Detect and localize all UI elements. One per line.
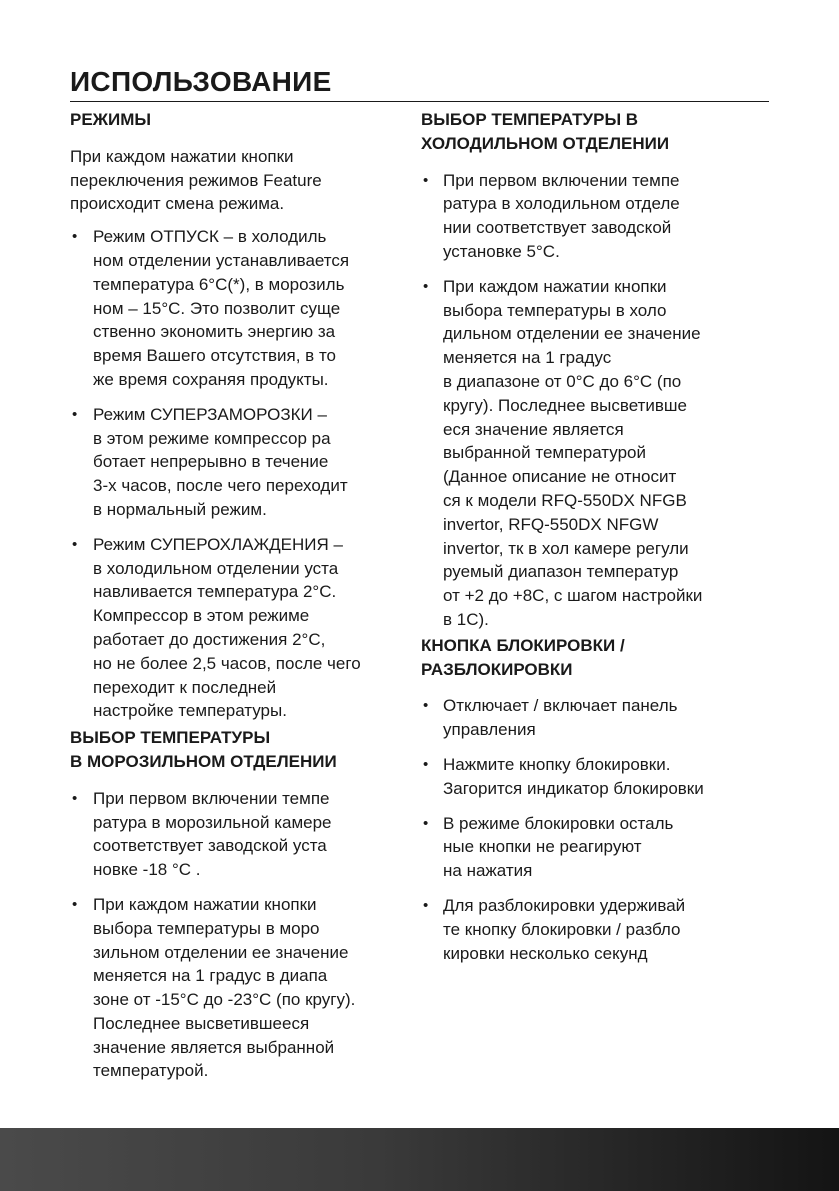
fridge-section — [421, 108, 766, 632]
modes-heading: РЕЖИМЫ — [70, 110, 152, 129]
lock-heading: КНОПКА БЛОКИРОВКИ / РАЗБЛОКИРОВКИ — [421, 635, 625, 679]
list-item: • При каждом нажатии кнопки выбора температуры в холо дильном отделении ее значение меняется на 1 градус в диапазоне от 0°C до 6°C (по кругу). Последнее высветивше еся значение является выбранной температурой (Данное описание не относит ся к модели RFQ-550DX NFGB invertor, RFQ-550DX NFGW invertor, тк в хол камере регули руемый диапазон температур от +2 до +8С, с шагом настройки в 1С). — [421, 275, 766, 632]
fridge-list — [421, 169, 766, 632]
list-item: • Для разблокировки удерживай те кнопку блокировки / разбло кировки несколько секунд — [421, 894, 766, 965]
modes-list — [70, 225, 410, 723]
list-item: • Режим ОТПУСК – в холодиль ном отделении устанавливается температура 6°C(*), в морозиль ном – 15°C. Это позволит суще ственно экономить энергию за время Вашего отсутствия, в то же время сохраняя продукты. — [70, 225, 410, 392]
list-item: • Режим СУПЕРЗАМОРОЗКИ – в этом режиме компрессор ра ботает непрерывно в течение 3-х часов, после чего переходит в нормальный режим. — [70, 403, 410, 522]
fridge-heading: ВЫБОР ТЕМПЕРАТУРЫ В ХОЛОДИЛЬНОМ ОТДЕЛЕНИИ — [421, 110, 670, 153]
modes-intro: При каждом нажатии кнопки переключения режимов Feature происходит смена режима. — [70, 146, 322, 214]
modes-section — [70, 108, 410, 723]
freezer-heading: ВЫБОР ТЕМПЕРАТУРЫ В МОРОЗИЛЬНОМ ОТДЕЛЕНИИ — [70, 728, 337, 771]
list-item: • Режим СУПЕРОХЛАЖДЕНИЯ – в холодильном отделении уста навливается температура 2°C. Компрессор в этом режиме работает до достижения 2°C, но не более 2,5 часов, после чего переходит к последней настройке температуры. — [70, 533, 410, 723]
list-item: • При первом включении темпе ратура в морозильной камере соответствует заводской уста новке -18 °C . — [70, 787, 410, 882]
list-item: • Отключает / включает панель управления — [421, 694, 766, 742]
freezer-section — [70, 726, 410, 1083]
list-item: • При каждом нажатии кнопки выбора температуры в моро зильном отделении ее значение меняется на 1 градус в диапа зоне от -15°C до -23°C (по кругу). Последнее высветившееся значение является выбранной температурой. — [70, 893, 410, 1083]
list-item: • В режиме блокировки осталь ные кнопки не реагируют на нажатия — [421, 812, 766, 883]
footer-bar — [0, 1128, 839, 1191]
right-column — [421, 108, 766, 976]
left-column — [70, 108, 410, 1094]
lock-section — [421, 634, 766, 966]
page-title: ИСПОЛЬЗОВАНИЕ — [70, 66, 332, 97]
lock-list — [421, 694, 766, 965]
list-item: • При первом включении темпе ратура в холодильном отделе нии соответствует заводской установке 5°C. — [421, 169, 766, 264]
freezer-list — [70, 787, 410, 1084]
list-item: • Нажмите кнопку блокировки. Загорится индикатор блокировки — [421, 753, 766, 801]
title-divider — [70, 101, 769, 102]
